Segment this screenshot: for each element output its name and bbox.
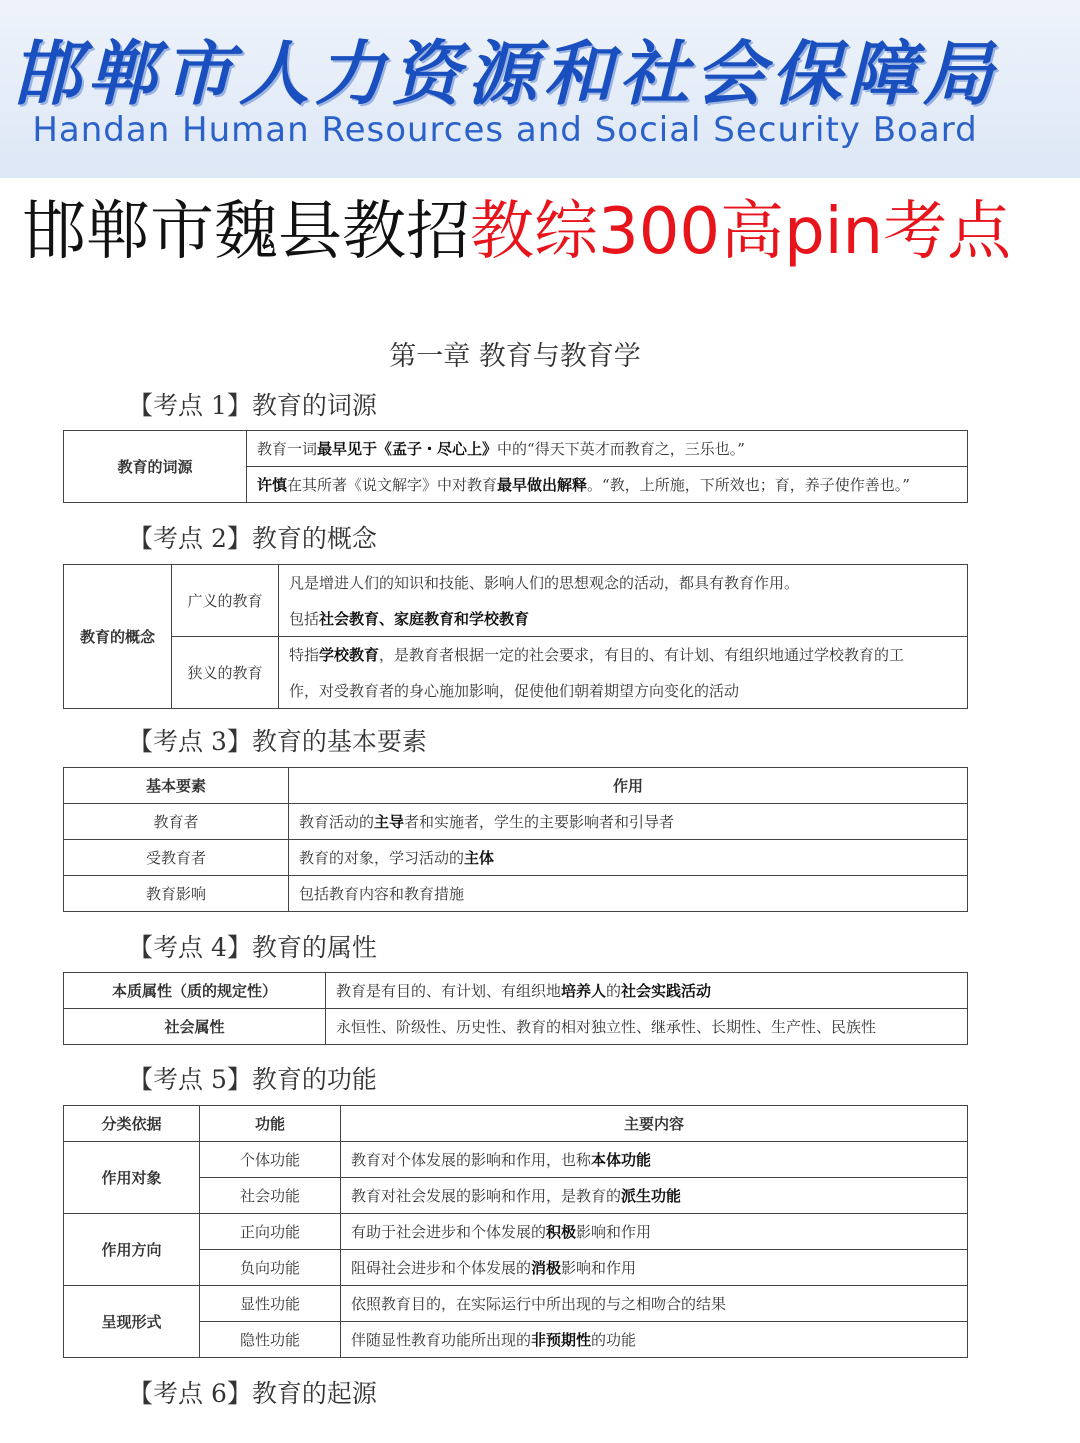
- kp1-title: 【考点 1】教育的词源: [128, 391, 377, 420]
- kp2-table: [63, 564, 968, 709]
- kp5-content: 阻碍社会进步和个体发展的消极影响和作用: [341, 1250, 968, 1286]
- kp5-content: 教育对社会发展的影响和作用，是教育的派生功能: [341, 1178, 968, 1214]
- kp5-header-content: 主要内容: [341, 1106, 968, 1142]
- kp2-narrow-line2: 作，对受教育者的身心施加影响，促使他们朝着期望方向变化的活动: [279, 673, 968, 709]
- kp4-table: [63, 972, 968, 1045]
- kp1-row1: 教育一词最早见于《孟子・尽心上》中的“得天下英才而教育之，三乐也。”: [247, 431, 968, 467]
- kp4-row-desc: 教育是有目的、有计划、有组织地培养人的社会实践活动: [326, 973, 968, 1009]
- kp5-header-basis: 分类依据: [64, 1106, 200, 1142]
- kp5-basis: 呈现形式: [64, 1286, 200, 1358]
- kp5-basis: 作用对象: [64, 1142, 200, 1214]
- kp3-header-role: 作用: [289, 768, 968, 804]
- kp5-header-function: 功能: [200, 1106, 341, 1142]
- kp2-label: 教育的概念: [64, 565, 172, 709]
- kp3-title: 【考点 3】教育的基本要素: [128, 727, 427, 756]
- kp4-title: 【考点 4】教育的属性: [128, 933, 377, 962]
- table-row-name: 教育影响: [64, 876, 289, 912]
- kp3-header-element: 基本要素: [64, 768, 289, 804]
- kp1-table: [63, 430, 968, 503]
- table-row-name: 受教育者: [64, 840, 289, 876]
- kp1-row2: 许慎在其所著《说文解字》中对教育最早做出解释。“教，上所施，下所效也；育，养子使作善也。”: [247, 467, 968, 503]
- banner-title-en: Handan Human Resources and Social Security Board: [32, 110, 978, 150]
- kp5-func: 正向功能: [200, 1214, 341, 1250]
- kp1-label: 教育的词源: [64, 431, 247, 503]
- kp5-func: 隐性功能: [200, 1322, 341, 1358]
- headline-red: 教综300高pin考点: [470, 195, 1012, 269]
- kp4-row-name: 本质属性（质的规定性）: [64, 973, 326, 1009]
- page-headline: [22, 195, 1072, 269]
- kp5-func: 显性功能: [200, 1286, 341, 1322]
- banner-title-cn: 邯郸市人力资源和社会保障局: [11, 33, 999, 115]
- kp4-row-desc: 永恒性、阶级性、历史性、教育的相对独立性、继承性、长期性、生产性、民族性: [326, 1009, 968, 1045]
- kp5-basis: 作用方向: [64, 1214, 200, 1286]
- kp2-narrow-name: 狭义的教育: [172, 637, 279, 709]
- kp5-content: 依照教育目的，在实际运行中所出现的与之相吻合的结果: [341, 1286, 968, 1322]
- kp5-func: 社会功能: [200, 1178, 341, 1214]
- table-row-desc: 教育活动的主导者和实施者，学生的主要影响者和引导者: [289, 804, 968, 840]
- headline-black: 邯郸市魏县教招: [22, 195, 470, 269]
- kp5-table: [63, 1105, 968, 1358]
- kp2-broad-line2: 包括社会教育、家庭教育和学校教育: [279, 601, 968, 637]
- kp5-content: 伴随显性教育功能所出现的非预期性的功能: [341, 1322, 968, 1358]
- kp6-title: 【考点 6】教育的起源: [128, 1379, 377, 1408]
- kp2-title: 【考点 2】教育的概念: [128, 524, 377, 553]
- chapter-title: 第一章 教育与教育学: [389, 341, 641, 372]
- kp2-broad-name: 广义的教育: [172, 565, 279, 637]
- kp4-row-name: 社会属性: [64, 1009, 326, 1045]
- kp5-content: 教育对个体发展的影响和作用，也称本体功能: [341, 1142, 968, 1178]
- kp5-content: 有助于社会进步和个体发展的积极影响和作用: [341, 1214, 968, 1250]
- kp5-title: 【考点 5】教育的功能: [128, 1065, 377, 1094]
- kp3-table: [63, 767, 968, 912]
- table-row-name: 教育者: [64, 804, 289, 840]
- table-row-desc: 包括教育内容和教育措施: [289, 876, 968, 912]
- kp5-func: 负向功能: [200, 1250, 341, 1286]
- kp5-func: 个体功能: [200, 1142, 341, 1178]
- kp2-broad-line1: 凡是增进人们的知识和技能、影响人们的思想观念的活动，都具有教育作用。: [279, 565, 968, 601]
- header-banner: [0, 0, 1080, 178]
- table-row-desc: 教育的对象，学习活动的主体: [289, 840, 968, 876]
- kp2-narrow-line1: 特指学校教育，是教育者根据一定的社会要求，有目的、有计划、有组织地通过学校教育的工: [279, 637, 968, 673]
